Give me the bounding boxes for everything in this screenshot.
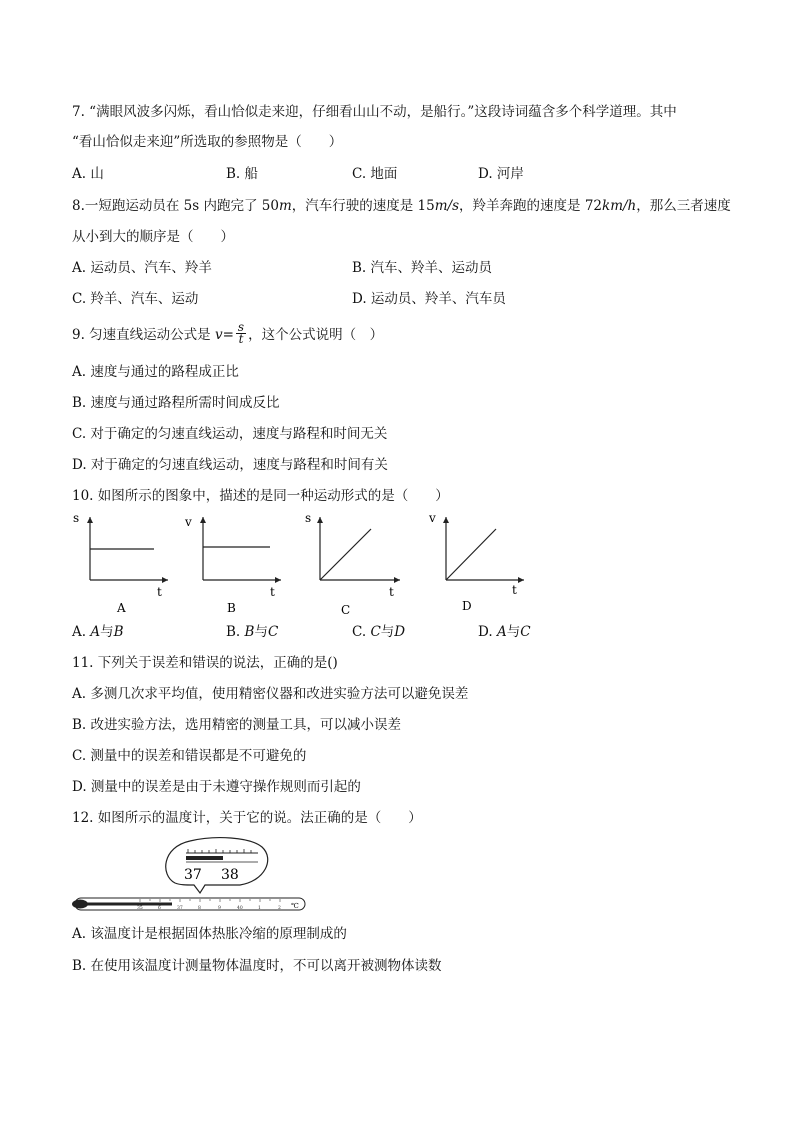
q10-option-d-first: A (496, 624, 507, 640)
q10-graph-d-ylabel: v (429, 511, 436, 525)
q12-option-b: B. 在使用该温度计测量物体温度时，不可以离开被测物体读数 (72, 958, 442, 974)
q9-text-b: ，这个公式说明（ ） (248, 327, 384, 343)
q12-scale-38: 8 (198, 906, 201, 911)
q9-option-a: A. 速度与通过的路程成正比 (72, 364, 239, 380)
q11-option-d: D. 测量中的误差是由于未遵守操作规则而引起的 (72, 779, 361, 795)
q12-zoom-bubble (166, 838, 268, 893)
q10-option-a-first: A (90, 624, 101, 640)
q9-equals: = (222, 327, 234, 343)
q10-graph-a-xlabel: t (157, 585, 162, 599)
q8-unit-m: m (278, 198, 292, 214)
q11-stem: 11. 下列关于误差和错误的说法，正确的是() (72, 655, 338, 671)
q11-option-a: A. 多测几次求平均值，使用精密仪器和改进实验方法可以避免误差 (72, 686, 469, 702)
q10-option-c-mid: 与 (380, 624, 395, 640)
q10-graph-b-caption: B (227, 601, 236, 615)
q10-graph-a-ylabel: s (73, 511, 80, 525)
q10-option-b-second: C (267, 624, 279, 640)
q7-option-a: A. 山 (72, 166, 104, 182)
q8-option-d: D. 运动员、羚羊、汽车员 (352, 291, 506, 307)
q10-option-c-second: D (394, 624, 406, 640)
q10-option-c-first: C (370, 624, 381, 640)
q9-option-c: C. 对于确定的匀速直线运动，速度与路程和时间无关 (72, 426, 388, 442)
q11-option-b: B. 改进实验方法，选用精密的测量工具，可以减小误差 (72, 717, 402, 733)
q7-stem-line1: 7. “满眼风波多闪烁，看山恰似走来迎，仔细看山山不动，是船行。”这段诗词蕴含多个科学道理。其中 (72, 104, 677, 120)
q8-unit-ms: m/s (434, 198, 460, 214)
q10-option-a-second: B (113, 624, 124, 640)
q9-var-v: v (214, 327, 223, 343)
q10-option-b (226, 622, 278, 642)
q9-option-d: D. 对于确定的匀速直线运动，速度与路程和时间有关 (72, 457, 388, 473)
q10-graph-d (428, 511, 524, 613)
q11-option-c: C. 测量中的误差和错误都是不可避免的 (72, 748, 307, 764)
q7-option-b: B. 船 (226, 166, 259, 182)
q10-graph-b (184, 515, 281, 615)
q12-scale-42: 2 (278, 906, 281, 911)
q7-option-d: D. 河岸 (478, 166, 524, 182)
q10-graph-c-ylabel: s (305, 511, 312, 525)
q10-option-d (478, 622, 531, 642)
q10-option-d-second: C (520, 624, 531, 640)
q12-option-a: A. 该温度计是根据固体热胀冷缩的原理制成的 (72, 926, 347, 942)
q10-option-a (72, 622, 124, 642)
q7-option-c: C. 地面 (352, 166, 398, 182)
q10-graph-b-ylabel: v (185, 515, 192, 529)
q9-text-a: 9. 匀速直线运动公式是 (72, 327, 215, 343)
q10-graphs-figure (0, 505, 794, 620)
q10-stem: 10. 如图所示的图象中，描述的是同一种运动形式的是（ ） (72, 488, 449, 504)
q8-option-c: C. 羚羊、汽车、运动 (72, 291, 199, 307)
q10-option-a-prefix: A. (72, 624, 91, 640)
q8-stem-line1 (72, 196, 731, 216)
q8-text-c: ，羚羊奔跑的速度是 72 (459, 198, 603, 214)
q12-scale-40: 40 (237, 906, 243, 911)
q8-unit-kmh: km/h (602, 198, 637, 214)
q9-frac-denominator: t (238, 332, 244, 346)
q12-unit-label: ℃ (291, 902, 299, 910)
q10-option-b-first: B (244, 624, 255, 640)
q9-frac-numerator: s (237, 320, 245, 334)
q8-text-b: ，汽车行驶的速度是 15 (291, 198, 435, 214)
q12-scale-35: 35 (137, 906, 143, 911)
q8-text-a: 8.一短跑运动员在 5s 内跑完了 50 (72, 198, 279, 214)
q8-text-d: ，那么三者速度 (636, 198, 731, 214)
q8-stem-line2: 从小到大的顺序是（ ） (72, 229, 234, 245)
q10-option-c (352, 622, 405, 642)
q10-graph-d-caption: D (462, 599, 472, 613)
q10-graph-c-xlabel: t (389, 585, 394, 599)
q10-graph-d-line (446, 529, 496, 580)
q10-graph-a-caption: A (117, 601, 126, 615)
q12-scale-41: 1 (258, 906, 261, 911)
q12-scale-39: 9 (218, 906, 221, 911)
q9-fraction (236, 322, 246, 345)
q9-option-b: B. 速度与通过路程所需时间成反比 (72, 395, 280, 411)
q8-option-b: B. 汽车、羚羊、运动员 (352, 260, 493, 276)
q12-zoom-mercury (186, 856, 223, 860)
q10-option-a-mid: 与 (100, 624, 114, 640)
q10-graph-c-line (320, 529, 371, 580)
q10-option-d-prefix: D. (478, 624, 497, 640)
q12-stem: 12. 如图所示的温度计，关于它的说。法正确的是（ ） (72, 810, 422, 826)
q10-graph-a (73, 511, 168, 615)
q10-option-b-prefix: B. (226, 624, 245, 640)
q12-scale-36: 6 (158, 906, 161, 911)
q10-graph-b-xlabel: t (270, 585, 275, 599)
q12-zoom-label-38: 38 (221, 867, 239, 883)
q10-option-c-prefix: C. (352, 624, 371, 640)
q10-option-d-mid: 与 (506, 624, 521, 640)
q9-stem (72, 320, 384, 347)
q10-graph-c (305, 511, 400, 617)
q10-option-b-mid: 与 (254, 624, 268, 640)
q7-stem-line2: “看山恰似走来迎”所选取的参照物是（ ） (72, 134, 343, 150)
q12-scale-37: 37 (177, 906, 183, 911)
q12-zoom-label-37: 37 (184, 867, 202, 883)
q8-option-a: A. 运动员、汽车、羚羊 (72, 260, 212, 276)
q10-graph-c-caption: C (341, 603, 351, 617)
q12-thermometer (72, 898, 305, 911)
q10-graph-d-xlabel: t (512, 583, 517, 597)
q12-thermometer-figure (0, 835, 794, 915)
